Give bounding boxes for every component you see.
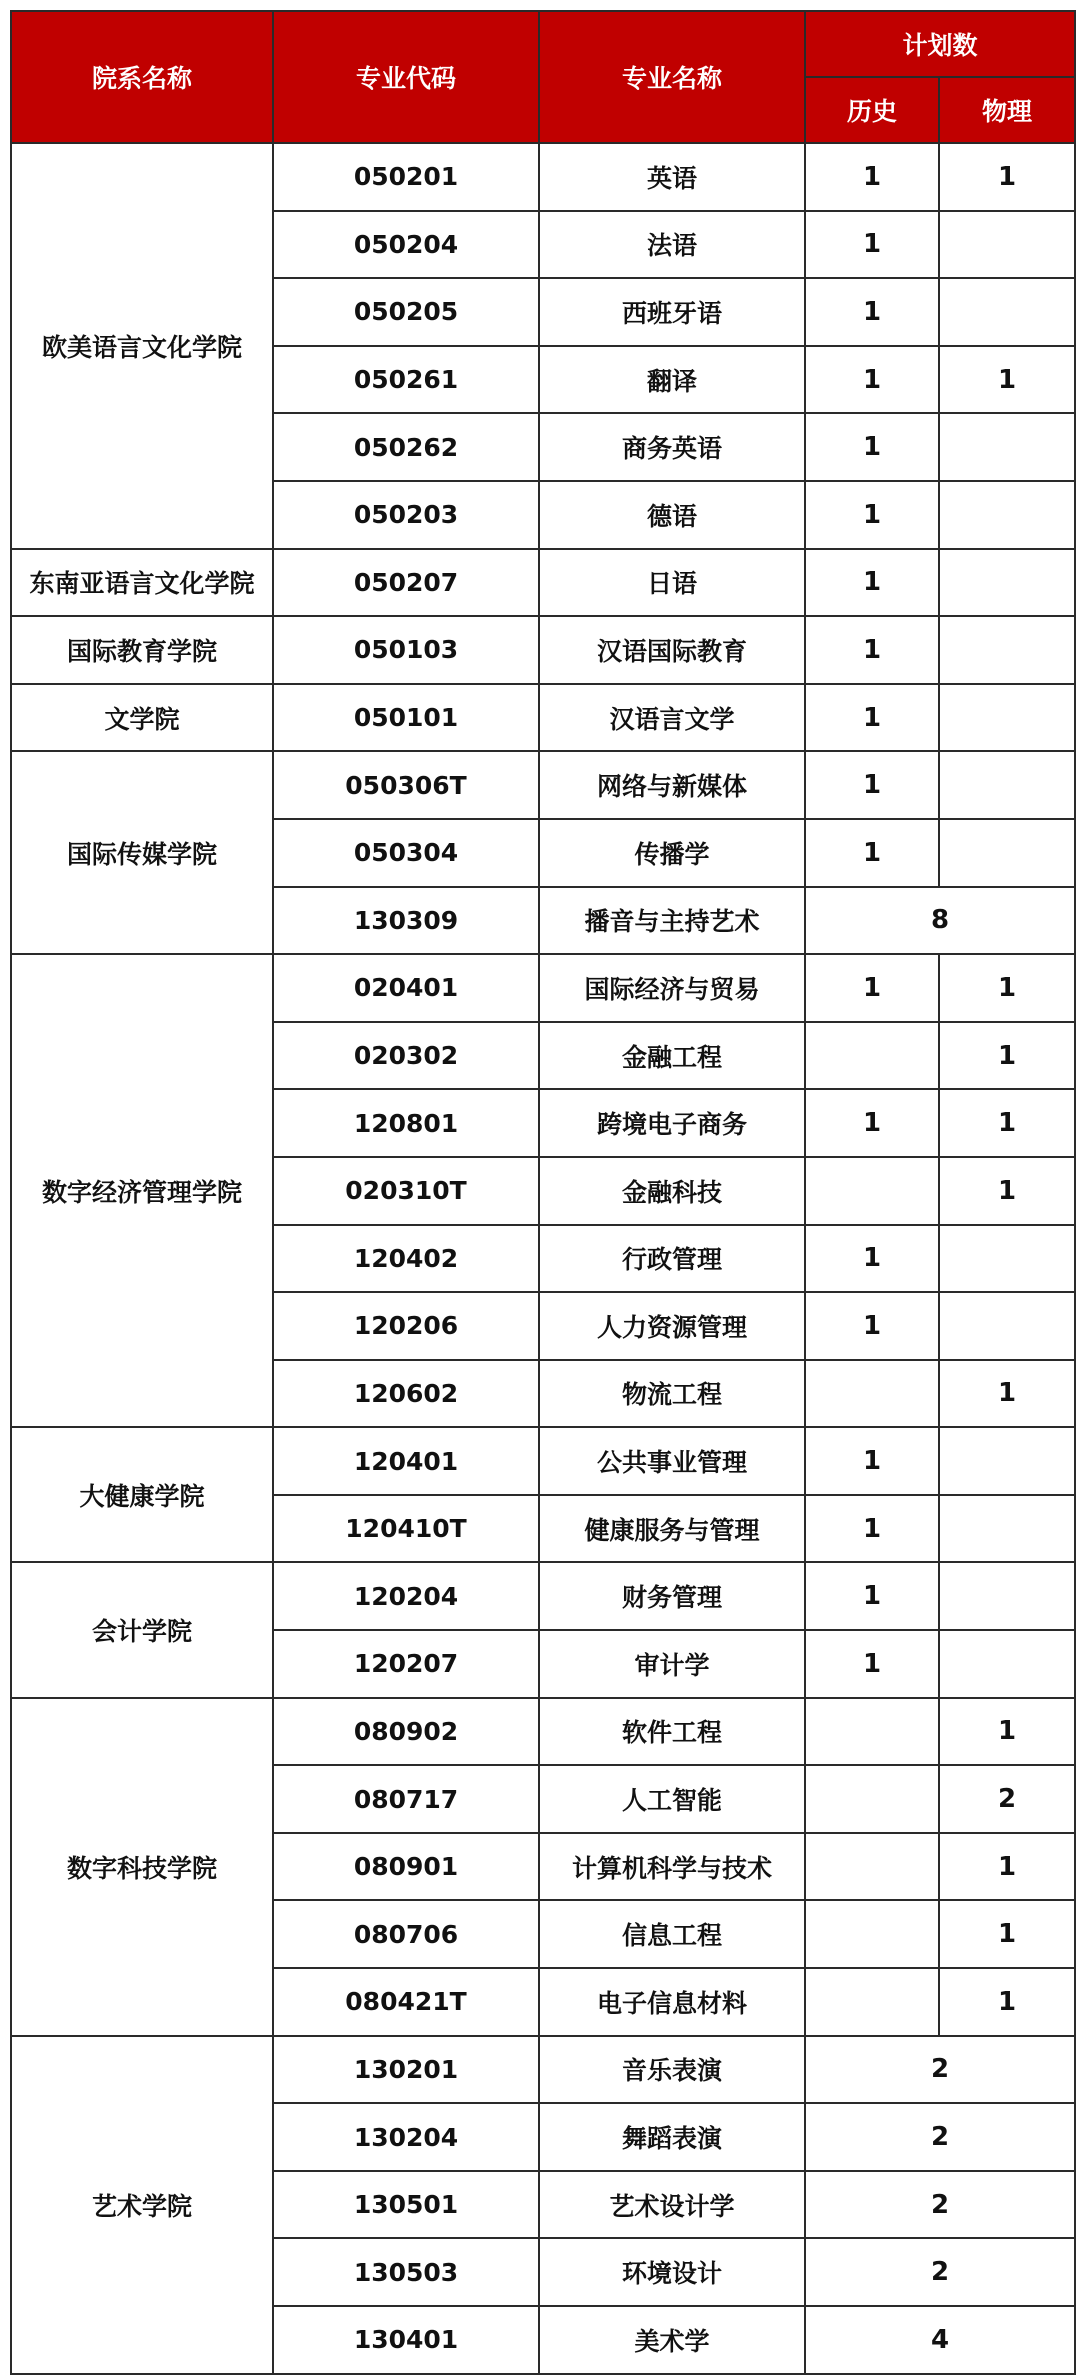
major-code-cell: 050101	[273, 684, 539, 752]
plan-physics-cell	[939, 1292, 1075, 1360]
major-name-cell: 汉语国际教育	[539, 616, 805, 684]
plan-history-cell: 1	[805, 954, 939, 1022]
plan-history-cell: 1	[805, 1562, 939, 1630]
major-name-cell: 审计学	[539, 1630, 805, 1698]
table-row	[11, 954, 1075, 1022]
header-plan: 计划数	[805, 11, 1075, 77]
header-college: 院系名称	[11, 11, 273, 143]
table-row	[11, 143, 1075, 211]
plan-physics-cell: 1	[939, 1089, 1075, 1157]
major-name-cell: 环境设计	[539, 2238, 805, 2306]
major-code-cell: 080706	[273, 1900, 539, 1968]
major-name-cell: 网络与新媒体	[539, 751, 805, 819]
plan-physics-cell: 1	[939, 1968, 1075, 2036]
major-name-cell: 日语	[539, 549, 805, 617]
major-code-cell: 120206	[273, 1292, 539, 1360]
plan-physics-cell	[939, 413, 1075, 481]
header-history: 历史	[805, 77, 939, 143]
plan-combined-cell: 4	[805, 2306, 1075, 2374]
college-name-cell: 东南亚语言文化学院	[11, 549, 273, 617]
plan-history-cell: 1	[805, 346, 939, 414]
plan-physics-cell: 1	[939, 1900, 1075, 1968]
major-name-cell: 音乐表演	[539, 2036, 805, 2104]
plan-history-cell: 1	[805, 481, 939, 549]
major-code-cell: 130201	[273, 2036, 539, 2104]
major-code-cell: 020401	[273, 954, 539, 1022]
major-code-cell: 120801	[273, 1089, 539, 1157]
plan-physics-cell	[939, 819, 1075, 887]
major-name-cell: 西班牙语	[539, 278, 805, 346]
plan-combined-cell: 8	[805, 887, 1075, 955]
major-name-cell: 人工智能	[539, 1765, 805, 1833]
plan-physics-cell	[939, 616, 1075, 684]
table-row	[11, 1427, 1075, 1495]
plan-combined-cell: 2	[805, 2171, 1075, 2239]
plan-physics-cell: 1	[939, 143, 1075, 211]
major-code-cell: 130503	[273, 2238, 539, 2306]
major-name-cell: 德语	[539, 481, 805, 549]
major-name-cell: 公共事业管理	[539, 1427, 805, 1495]
table-row	[11, 1698, 1075, 1766]
major-name-cell: 财务管理	[539, 1562, 805, 1630]
plan-history-cell	[805, 1968, 939, 2036]
major-code-cell: 130309	[273, 887, 539, 955]
major-code-cell: 120204	[273, 1562, 539, 1630]
plan-combined-cell: 2	[805, 2103, 1075, 2171]
plan-history-cell: 1	[805, 1495, 939, 1563]
plan-physics-cell	[939, 549, 1075, 617]
major-name-cell: 电子信息材料	[539, 1968, 805, 2036]
plan-physics-cell	[939, 1630, 1075, 1698]
major-name-cell: 翻译	[539, 346, 805, 414]
college-name-cell: 会计学院	[11, 1562, 273, 1697]
header-code: 专业代码	[273, 11, 539, 143]
major-code-cell: 050204	[273, 211, 539, 279]
plan-history-cell: 1	[805, 1089, 939, 1157]
plan-history-cell: 1	[805, 819, 939, 887]
major-code-cell: 080421T	[273, 1968, 539, 2036]
college-name-cell: 欧美语言文化学院	[11, 143, 273, 549]
major-code-cell: 050261	[273, 346, 539, 414]
major-name-cell: 国际经济与贸易	[539, 954, 805, 1022]
header-physics: 物理	[939, 77, 1075, 143]
major-code-cell: 120402	[273, 1225, 539, 1293]
enrollment-plan-table	[10, 10, 1076, 2375]
major-code-cell: 130501	[273, 2171, 539, 2239]
plan-physics-cell: 1	[939, 1698, 1075, 1766]
plan-history-cell: 1	[805, 1292, 939, 1360]
major-code-cell: 130204	[273, 2103, 539, 2171]
plan-history-cell	[805, 1698, 939, 1766]
college-name-cell: 大健康学院	[11, 1427, 273, 1562]
table-body	[11, 143, 1075, 2374]
plan-physics-cell: 1	[939, 1360, 1075, 1428]
major-code-cell: 080717	[273, 1765, 539, 1833]
major-code-cell: 050262	[273, 413, 539, 481]
plan-history-cell: 1	[805, 211, 939, 279]
major-code-cell: 050103	[273, 616, 539, 684]
major-name-cell: 美术学	[539, 2306, 805, 2374]
table-row	[11, 616, 1075, 684]
major-code-cell: 050207	[273, 549, 539, 617]
table-header	[11, 11, 1075, 143]
table-row	[11, 2036, 1075, 2104]
plan-history-cell: 1	[805, 549, 939, 617]
plan-physics-cell	[939, 278, 1075, 346]
plan-physics-cell: 1	[939, 1833, 1075, 1901]
major-name-cell: 英语	[539, 143, 805, 211]
plan-physics-cell: 2	[939, 1765, 1075, 1833]
plan-physics-cell	[939, 481, 1075, 549]
plan-history-cell: 1	[805, 751, 939, 819]
major-code-cell: 080901	[273, 1833, 539, 1901]
major-code-cell: 050304	[273, 819, 539, 887]
plan-history-cell	[805, 1765, 939, 1833]
table-row	[11, 549, 1075, 617]
major-code-cell: 130401	[273, 2306, 539, 2374]
major-name-cell: 商务英语	[539, 413, 805, 481]
major-code-cell: 050205	[273, 278, 539, 346]
plan-history-cell	[805, 1360, 939, 1428]
plan-history-cell: 1	[805, 684, 939, 752]
plan-physics-cell: 1	[939, 1022, 1075, 1090]
table-row	[11, 1562, 1075, 1630]
major-name-cell: 信息工程	[539, 1900, 805, 1968]
major-name-cell: 跨境电子商务	[539, 1089, 805, 1157]
plan-combined-cell: 2	[805, 2238, 1075, 2306]
plan-physics-cell	[939, 211, 1075, 279]
plan-physics-cell	[939, 1225, 1075, 1293]
college-name-cell: 文学院	[11, 684, 273, 752]
plan-history-cell: 1	[805, 1427, 939, 1495]
plan-history-cell: 1	[805, 616, 939, 684]
college-name-cell: 数字经济管理学院	[11, 954, 273, 1427]
college-name-cell: 国际传媒学院	[11, 751, 273, 954]
table-row	[11, 684, 1075, 752]
plan-physics-cell: 1	[939, 954, 1075, 1022]
plan-history-cell: 1	[805, 1225, 939, 1293]
plan-physics-cell	[939, 1562, 1075, 1630]
major-code-cell: 020302	[273, 1022, 539, 1090]
major-code-cell: 120401	[273, 1427, 539, 1495]
major-code-cell: 120602	[273, 1360, 539, 1428]
major-code-cell: 020310T	[273, 1157, 539, 1225]
major-name-cell: 艺术设计学	[539, 2171, 805, 2239]
college-name-cell: 艺术学院	[11, 2036, 273, 2374]
plan-physics-cell	[939, 751, 1075, 819]
plan-history-cell: 1	[805, 413, 939, 481]
major-name-cell: 汉语言文学	[539, 684, 805, 752]
major-code-cell: 120410T	[273, 1495, 539, 1563]
college-name-cell: 数字科技学院	[11, 1698, 273, 2036]
plan-combined-cell: 2	[805, 2036, 1075, 2104]
major-name-cell: 舞蹈表演	[539, 2103, 805, 2171]
plan-history-cell	[805, 1833, 939, 1901]
major-name-cell: 人力资源管理	[539, 1292, 805, 1360]
major-name-cell: 法语	[539, 211, 805, 279]
plan-table-container	[10, 10, 1076, 2375]
plan-history-cell: 1	[805, 143, 939, 211]
header-major: 专业名称	[539, 11, 805, 143]
major-name-cell: 金融工程	[539, 1022, 805, 1090]
college-name-cell: 国际教育学院	[11, 616, 273, 684]
major-name-cell: 软件工程	[539, 1698, 805, 1766]
major-code-cell: 080902	[273, 1698, 539, 1766]
plan-physics-cell	[939, 1427, 1075, 1495]
plan-physics-cell	[939, 1495, 1075, 1563]
plan-physics-cell	[939, 684, 1075, 752]
major-code-cell: 120207	[273, 1630, 539, 1698]
major-code-cell: 050203	[273, 481, 539, 549]
plan-history-cell	[805, 1900, 939, 1968]
plan-history-cell: 1	[805, 278, 939, 346]
plan-history-cell: 1	[805, 1630, 939, 1698]
plan-physics-cell: 1	[939, 1157, 1075, 1225]
major-name-cell: 行政管理	[539, 1225, 805, 1293]
major-code-cell: 050306T	[273, 751, 539, 819]
plan-physics-cell: 1	[939, 346, 1075, 414]
major-name-cell: 播音与主持艺术	[539, 887, 805, 955]
major-name-cell: 计算机科学与技术	[539, 1833, 805, 1901]
plan-history-cell	[805, 1157, 939, 1225]
major-name-cell: 物流工程	[539, 1360, 805, 1428]
major-name-cell: 金融科技	[539, 1157, 805, 1225]
major-code-cell: 050201	[273, 143, 539, 211]
major-name-cell: 传播学	[539, 819, 805, 887]
table-row	[11, 751, 1075, 819]
major-name-cell: 健康服务与管理	[539, 1495, 805, 1563]
plan-history-cell	[805, 1022, 939, 1090]
